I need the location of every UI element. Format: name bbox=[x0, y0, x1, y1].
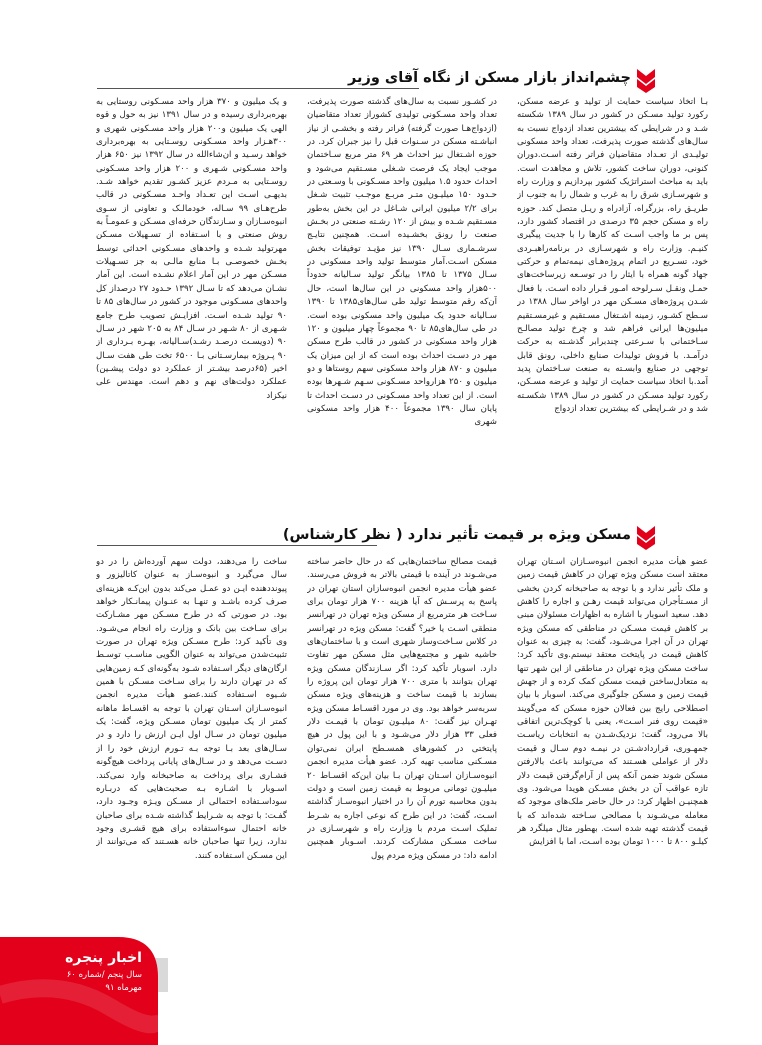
article1-column-1: بـا اتخاذ سیاست حمایت از تولید و عرضه مسکن، رکورد تولید مسـکن در کشور در سال ۱۳۸۹ شکسته شـد و در شرایطی که بیشترین تعداد ازدواج نسبت به سال‌های گذشته صورت پذیرفت، تعداد واحد مسکونی تولیـدی از تعـداد متقاضیان فراتر رفته اسـت.دوران کنونی، دوران ساخت کشور، تلاش و مجاهدت است. باید به مباحث استراتژیک کشور بپردازیم و وزارت راه و شهرسـازی شرق را به غرب و شمال را به جنوب از طریـق راه، بزرگراه، آزادراه و ریـل متصل کند. حوزه راه و مسکن حجم ۳۵ درصدی در اقتصاد کشور دارد، پس بر ما واجب اسـت که کارها را با جدیت پیگیری کنیـم. وزارت راه و شهرسـازی در برنامه‌راهبـردی خود، تسـریع در اتمام پروژه‌هـای نیمه‌تمام و حرکتی جهاد گونه همراه با ایثار را در توسـعه زیرساخت‌های حمـل ونقـل سـرلوحه امـور قـرار داده اسـت. با فعال شـدن پروژه‌های مسـکن مهر در اواخر سال ۱۳۸۸ در سـطح کشـور، زمینه اشـتغال مسـتقیم و غیرمسـتقیم میلیون‌ها ایرانی فراهم شد و چرخ تولید مصالـح سـاختمانی با سـرعتی چندبرابر گذشـته به حرکت درآمـد. با فروش تولیدات صنایع داخلی، رونق قابل توجهی در صنایع وابسـته به صنعت سـاختمان پدید آمد.با اتخاذ سیاست حمایت از تولید و عرضه مسـکن، رکورد تولید مسـکن در کشور در سال ۱۳۸۹ شکسـته شد و در شـرایطی که بیشترین تعداد ازدواج bbox=[517, 97, 708, 414]
title-rule bbox=[97, 545, 377, 546]
red-chevron-icon bbox=[637, 524, 655, 550]
article1-body bbox=[96, 96, 708, 539]
magazine-title: اخبار پنجره bbox=[65, 950, 142, 966]
article1-column-2: در کشـور نسبت به سال‌های گذشته صورت پذیرفت، تعداد واحد مسـکونی تولیدی کشوراز تعداد متقاضیان (ازدواج‌هـا صورت گرفته) فراتر رفته و بخشـی از نیاز انباشـته مسکن در سـنوات قبل را نیز جبران کرد. در حوزه اشـتغال نیز احداث هر ۶۹ متر مربع سـاختمان موجب ایجاد یک فرصت شـغلی مسـتقیم می‌شود و احداث حدود ۱.۵ میلیون واحد مسـکونی با وسـعتی در حـدود ۱۵۰ میلیـون متـر مربـع موجـب تثبیت شـغل برای ۲/۲ میلیون ایرانی شـاغل در این بخش به‌طور مسـتقیم شـده و بیش از ۱۲۰ رشـته صنعتی در بخـش صنعت را رونق بخشـیده اسـت. همچنین نتایـج سرشـماری سـال ۱۳۹۰ نیز مؤیـد توفیقات بخش مسکن اسـت.آمار متوسط تولید واحد مسکونی در سـال ۱۳۷۵ تا ۱۳۸۵ بیانگر تولید سـالیانه حدوداً ۵۰۰هزار واحد مسکونی در این سال‌ها است، حال آن‌که رقم متوسط تولید طی سال‌های۱۳۸۵ تا ۱۳۹۰ سـالیانه حدود یک میلیون واحد مسکونی بوده است. در طی سال‌های۸۵ تا ۹۰ مجموعاً چهار میلیون و ۱۲۰ هزار واحد مسکونی در کشور در قالب طرح مسکن مهر در دسـت احداث بوده است که از این میزان یک میلیون و ۸۷۰ هزار واحد مسکونی سهم روستاها و دو میلیون و ۲۵۰ هزارواحد مسـکونی سـهم شـهرها بوده است. از این تعداد واحد مسـکونی در دسـت احداث تا پایان سال ۱۳۹۰ مجموعاً ۴۰۰ هزار واحد مسکونی شهری bbox=[307, 97, 497, 428]
article2-title: مسکن ویژه بر قیمت تأثیر ندارد ( نظر کارشناس) bbox=[282, 527, 631, 543]
article2-column-2: قیمت مصالح ساختمان‌هایی که در حال حاضر ساخته می‌شـوند در آینده با قیمتی بالاتر به فروش می‌رسند. عضو هیأت مدیره انجمن انبوه‌سازان استان تهران در پاسخ به پرسـش که آیا هزینه ۷۰۰ هزار تومان برای سـاخت هر مترمربع از مسکن ویژه تهران در تهرانسر منطقی اسـت یا خیر؟ گفت: مسکن ویژه در تهرانسر در کلاس سـاخت‌وساز شهری است و با ساختمان‌های حاشیه شهر و مجتمع‌هایی مثل مسکن مهر تفاوت دارد. اسوبار تأکید کرد: اگر سـازندگان مسکن ویژه تهران بتوانند با متری ۷۰۰ هزار تومان این پروژه را بسازند با قیمت ساخت و هزینه‌های ویژه مسکن سربه‌سر خواهد بود. وی در مورد اقسـاط مسکن ویژه تهـران نیز گفت: ۸۰ میلیـون تومان با قیمـت دلار فعلی ۳۳ هزار دلار می‌شـود و با این پول در هیچ پایتختی در کشورهای همسـطح ایران نمی‌توان مسـکنی مناسب تهیه کرد. عضو هیأت مدیره انجمن انبوه‌سـازان اسـتان تهران بـا بیان این‌که اقسـاط ۲۰ میلیـون تومانی مربوط به قیمت زمین است و دولت بدون محاسبه تورم آن را در اختیار انبوه‌سـاز گذاشته اسـت، گفت: در این طرح که نوعی اجاره به شـرط تملیک اسـت مردم با وزارت راه و شهرسـازی در ساخت مسـکن مشارکت کردند. اسـوبار همچنین ادامه داد: در مسکن ویژه مردم پول bbox=[307, 557, 497, 861]
article1-title: چشم‌انداز بازار مسکن از نگاه آقای وزیر bbox=[348, 70, 631, 86]
article2-column-1: عضو هیأت مدیره انجمن انبوه‌سـازان اسـتان تهران معتقد است مسکن ویژه تهران در کاهش قیمت زمین و ملک تأثیر ندارد و با توجه به صاحبخانه کردن بخشی از مسـتأجران می‌تواند قیمت رهـن و اجاره را کاهش دهد. سعید اسوبار با اشاره به اظهارات مسئولان مبنی بر کاهش قیمت مسـکن در مناطقی که مسکن ویژه تهران در آن اجرا می‌شـود، گفت: به چیزی به عنوان کاهش قیمت در پایتخت معتقد نیستم.وی تأکید کرد: ساخت مسکن ویژه تهران در مناطقی از این شهر تنها به متعادل‌ساختن قیمت مسکن کمک کرده و از جهش قیمت زمین و مسکن جلوگیری می‌کند. اسوبار با بیان اصطلاحی رایج بین فعالان حوزه مسکن که می‌گویند «قیمت روی فنر اسـت»، یعنی با کوچک‌ترین اتفاقی بالا می‌رود، گفت: نزدیک‌شـدن به انتخابات ریاسـت جمهـوری، قراردادشـتن در نیمـه دوم سـال و قیمت دلار از عواملی هسـتند که می‌توانند باعث بالارفتن مسکن شوند ضمن آنکه پس از آرام‌گرفتن قیمت دلار تازه عواقب آن در بخش مسـکن هویدا می‌شود. وی همچنیـن اظهار کرد: در حال حاضر ملک‌های موجود که معامله می‌شـوند با مصالحی سـاخته شده‌اند که با قیمت گذشته تهیه شده است. بهطور مثال میلگرد هر کیلـو ۸۰۰ تا ۱۰۰۰ تومان بوده اسـت، اما با افزایش bbox=[517, 557, 708, 848]
title-rule bbox=[97, 88, 419, 89]
article1-column-3: و یک میلیون و ۳۷۰ هزار واحد مسـکونی روستایی به بهره‌برداری رسیده و در سال ۱۳۹۱ نیز به حول و قوه الهی یک میلیون و۲۰۰ هزار واحد مسـکونی شهری و ۳۰۰هـزار واحد مسـکونی روسـتایی به بهره‌برداری خواهد رسـید و ان‌شاءالله در سال ۱۳۹۲ نیز ۶۵۰ هزار واحد مسـکونی شـهری و ۲۰۰ هزار واحد مسـکونی روسـتایی به مـردم عزیز کشـور تقدیم خواهد شـد. بدیهـی اسـت این تعـداد واحـد مسـکونی در قالب طرح‌هـای ۹۹ سـاله، خودمالـک و تعاونی از سـوی انبوه‌سـازان و سـازندگان حرفه‌ای مسـکن و عمومـاً به روش صنعتی و با اسـتفاده از تسـهیلات مسـکن مهرتولید شـده و واحدهای مسـکونی احداثی توسط بخـش خصوصـی بـا منابع مالـی به جز تسـهیلات مسـکن مهر در این آمار اعلام نشـده است. این آمار نشـان می‌دهد که تا سـال ۱۳۹۲ حـدود ۲۷ درصداز کل واحدهای مسـکونی موجود در کشور در سال‌های ۸۵ تا ۹۰ تولید شـده اسـت. افزایـش تصویب طرح جامع شـهری از ۸۰ شـهر در سـال ۸۴ به ۲۰۵ شهر در سـال ۹۰ (دویسـت درصـد رشـد)سـالیانه، بهـره بـرداری از ۹۰ پـروژه بیمارسـتانی بـا ۶۵۰۰ تخت طی هفت سـال اخیر (۶۵درصد بیشـتر از عملکرد دو دولت پیشـین) عملکرد دولت‌های نهم و دهم است. مهندس علی نیکزاد bbox=[96, 97, 287, 401]
issue-number: سال پنجم /شماره ۶۰ bbox=[66, 970, 142, 980]
article2-column-3: ساخت را می‌دهند، دولت سهم آورده‌اش را در دو سال می‌گیرد و انبوه‌سـاز به عنوان کاتالیزور و پیونددهنده ایـن دو عمـل می‌کند بدون این‌کـه هزینه‌ای صرف کرده باشـد و تنهـا به عنـوان پیمانـکار خواهد بود. در صورتی که در طرح مسـکن مهر مشـارکت برای سـاخت بین بانک و وزارت راه انجام می‌شـود. وی تأکید کرد: طرح مسـکن ویژه تهران در صورت تثبیت‌شدن می‌تواند به عنوان الگویی مناسـب توسـط ارگان‌های دیگر اسـتفاده شـود به‌گونه‌ای کـه زمین‌هایی که در تهران دارند را برای سـاخت مسـکن با همین شـیوه اسـتفاده کنند.عضو هیأت مدیره انجمن انبوه‌سـازان اسـتان تهران با توجه به اقسـاط ماهانه کمتر از یک میلیون تومان مسـکن ویژه، گفت: یک میلیون تومان در سـال اول ایـن ارزش را دارد و در سـال‌های بعد بـا توجه بـه تـورم ارزش خود را از دسـت می‌دهد و در سـال‌های پایانی پرداخت هیچ‌گونه فشـاری برای پرداخت به صاحبخانه وارد نمی‌کند. اسـوبار با اشـاره بـه صحبت‌هایی که دربـاره سوداسـتفاده احتمالی از مسـکن ویـژه وجـود دارد، گفـت: با توجه به شـرایط گذاشته شـده برای صاحبان خانه احتمال سوءاستفاده برای هیچ قشـری وجود ندارد، زیرا تنها صاحبان خانه هسـتند که می‌توانند از این مسـکن اسـتفاده کنند. bbox=[96, 557, 287, 861]
red-chevron-icon bbox=[637, 67, 655, 93]
issue-date: مهرماه ۹۱ bbox=[105, 983, 142, 993]
article2-body bbox=[96, 556, 708, 944]
